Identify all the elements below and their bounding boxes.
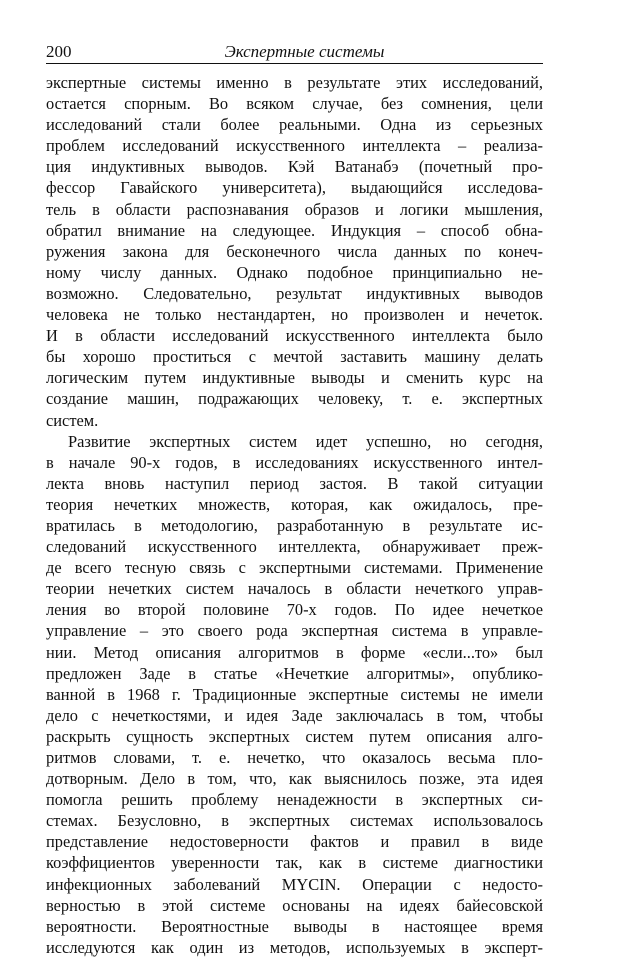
text-line: нии. Метод описания алгоритмов в форме «если...то» был (46, 642, 543, 662)
text-line: теория нечетких множеств, которая, как ожидалось, пре- (46, 494, 543, 514)
text-line: создание машин, подражающих человеку, т. е. экспертных (46, 389, 543, 409)
text-line: лекта вновь наступил период застоя. В такой ситуации (46, 473, 543, 493)
text-line: возможно. Следовательно, результат индуктивных выводов (46, 283, 543, 303)
header-rule (46, 63, 543, 64)
text-line: тель в области распознавания образов и логики мышления, (46, 199, 543, 219)
text-line: исследуются как один из методов, используемых в эксперт- (46, 937, 543, 957)
page-header (46, 43, 543, 61)
paragraph-1 (46, 72, 543, 431)
text-line: следований искусственного интеллекта, обнаруживает преж- (46, 537, 543, 557)
text-line: дотворным. Дело в том, что, как выяснилось позже, эта идея (46, 769, 543, 789)
page-number: 200 (46, 42, 72, 61)
text-line: систем. (46, 410, 99, 430)
body-text (46, 72, 543, 958)
text-line: ления во второй половине 70-х годов. По идее нечеткое (46, 600, 543, 620)
text-line: де всего тесную связь с экспертными системами. Применение (46, 558, 543, 578)
text-line: исследований стали более реальными. Одна из серьезных (46, 115, 543, 135)
running-title: Экспертные системы (224, 42, 385, 61)
text-line: коэффициентов уверенности так, как в системе диагностики (46, 853, 543, 873)
text-line: дело с нечеткостями, и идея Заде заключалась в том, чтобы (46, 705, 543, 725)
text-line: вратилась в методологию, разработанную в результате ис- (46, 515, 543, 535)
text-line: ция индуктивных выводов. Кэй Ватанабэ (почетный про- (46, 157, 543, 177)
text-line: проблем исследований искусственного интеллекта – реализа- (46, 136, 543, 156)
text-line: логическим путем индуктивные выводы и сменить курс на (46, 368, 543, 388)
text-line: остается спорным. Во всяком случае, без сомнения, цели (46, 94, 543, 114)
text-line: вероятности. Вероятностные выводы в настоящее время (46, 916, 543, 936)
text-line: стемах. Безусловно, в экспертных системах использовалось (46, 811, 543, 831)
text-line: в начале 90-х годов, в исследованиях искусственного интел- (46, 452, 543, 472)
text-line: бы хорошо проститься с мечтой заставить машину делать (46, 347, 543, 367)
text-line: теории нечетких систем началось в области нечеткого управ- (46, 579, 543, 599)
text-line: представление недостоверности фактов и правил в виде (46, 832, 543, 852)
text-line: раскрыть сущность экспертных систем путем описания алго- (46, 726, 543, 746)
text-line: инфекционных заболеваний MYCIN. Операции с недосто- (46, 874, 543, 894)
text-line: обратил внимание на следующее. Индукция – способ обна- (46, 220, 543, 240)
text-line: человека не только нестандартен, но произволен и нечеток. (46, 305, 543, 325)
text-line: предложен Заде в статье «Нечеткие алгоритмы», опублико- (46, 663, 543, 683)
text-line: И в области исследований искусственного интеллекта было (46, 326, 543, 346)
paragraph-2 (46, 431, 543, 958)
text-line: верностью в этой системе основаны на идеях байесовской (46, 895, 543, 915)
text-line: помогла решить проблему ненадежности в экспертных си- (46, 790, 543, 810)
text-line: фессор Гавайского университета), выдающийся исследова- (46, 178, 543, 198)
text-line: ному числу данных. Однако подобное принципиально не- (46, 262, 543, 282)
text-line: управление – это своего рода экспертная система в управле- (46, 621, 543, 641)
text-line: ритмов словами, т. е. нечетко, что оказалось весьма пло- (46, 748, 543, 767)
text-line: ванной в 1968 г. Традиционные экспертные системы не имели (46, 684, 543, 704)
text-line: экспертные системы именно в результате этих исследований, (46, 73, 543, 92)
text-line: Развитие экспертных систем идет успешно, но сегодня, (68, 431, 543, 451)
text-line: ружения закона для бесконечного числа данных по конеч- (46, 241, 543, 261)
